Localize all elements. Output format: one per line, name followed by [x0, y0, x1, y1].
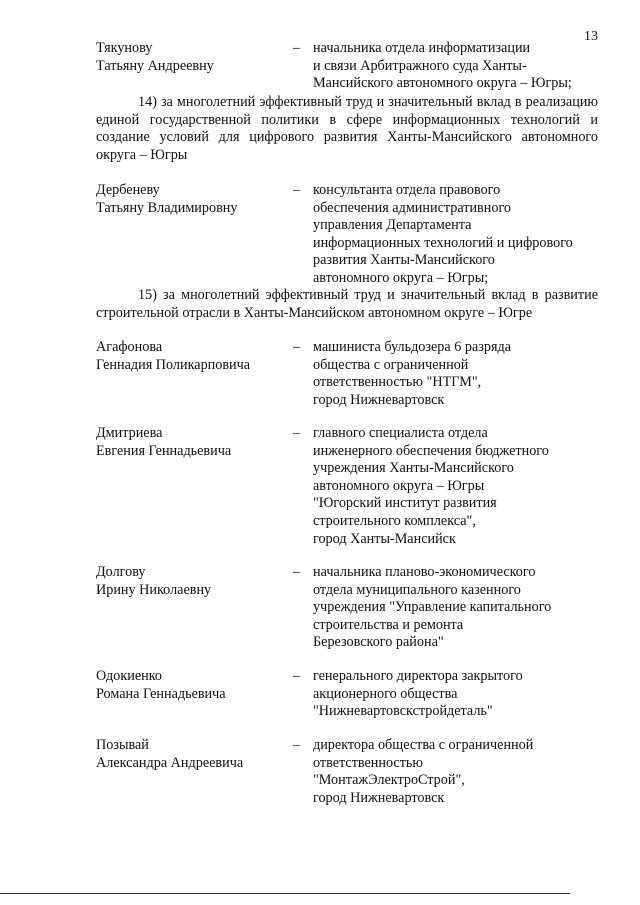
surname: Тякунову: [96, 40, 153, 56]
position-line: акционерного общества: [313, 685, 458, 702]
given-names: Евгения Геннадьевича: [96, 442, 232, 459]
position-line: и связи Арбитражного суда Ханты-: [313, 57, 527, 74]
section-paragraph: 14) за многолетний эффективный труд и значительный вклад в реализацию единой государственной политики в сфере информационных технологий и создание условий для цифрового развития Ханты-Мансийского автономного округа – Югры: [96, 94, 598, 163]
dash: –: [293, 737, 301, 753]
position-line: "Югорский институт развития: [313, 495, 497, 512]
position-line: обеспечения административного: [313, 199, 512, 216]
position: [313, 182, 608, 288]
dash: –: [293, 40, 301, 56]
position-line: автономного округа – Югры;: [313, 269, 489, 286]
position-line: город Ханты-Мансийск: [313, 530, 456, 547]
given-names: Татьяну Андреевну: [96, 57, 214, 74]
position-line: управления Департамента: [313, 217, 472, 234]
dash: –: [293, 182, 301, 198]
person-name: [96, 40, 286, 75]
dash: –: [293, 339, 301, 355]
position: [313, 668, 608, 721]
position-line: строительства и ремонта: [313, 616, 464, 633]
position-line: отдела муниципального казенного: [313, 581, 521, 598]
position-line: строительного комплекса",: [313, 512, 476, 529]
person-name: [96, 425, 286, 460]
position: [313, 40, 608, 93]
page-number: 13: [584, 29, 598, 44]
position-line: информационных технологий и цифрового: [313, 234, 573, 251]
position-line: учреждения Ханты-Мансийского: [313, 460, 514, 477]
footer-divider: [0, 893, 570, 894]
person-name: [96, 182, 286, 217]
position-line: инженерного обеспечения бюджетного: [313, 442, 549, 459]
position-line: машиниста бульдозера 6 разряда: [313, 339, 512, 355]
person-name: [96, 564, 286, 599]
surname: Позывай: [96, 737, 149, 753]
position-line: главного специалиста отдела: [313, 425, 488, 441]
position-line: город Нижневартовск: [313, 391, 445, 408]
position: [313, 737, 608, 807]
surname: Агафонова: [96, 339, 163, 355]
given-names: Ирину Николаевну: [96, 581, 212, 598]
position-line: Березовского района": [313, 634, 444, 651]
given-names: Романа Геннадьевича: [96, 685, 226, 702]
surname: Одокиенко: [96, 668, 163, 684]
position-line: директора общества с ограниченной: [313, 737, 534, 753]
position-line: Мансийского автономного округа – Югры;: [313, 75, 572, 92]
dash: –: [293, 668, 301, 684]
position-line: "МонтажЭлектроСтрой",: [313, 772, 465, 789]
dash: –: [293, 425, 301, 441]
position-line: консультанта отдела правового: [313, 182, 501, 198]
given-names: Александра Андреевича: [96, 754, 244, 771]
person-name: [96, 737, 286, 772]
position-line: ответственностью: [313, 754, 424, 771]
surname: Долгову: [96, 564, 146, 580]
given-names: Геннадия Поликарповича: [96, 356, 251, 373]
position: [313, 564, 608, 652]
position: [313, 425, 608, 548]
position-line: начальника планово-экономического: [313, 564, 536, 580]
position-line: город Нижневартовск: [313, 789, 445, 806]
dash: –: [293, 564, 301, 580]
section-paragraph: 15) за многолетний эффективный труд и значительный вклад в развитие строительной отрасли в Ханты-Мансийском автономном округе – Югре: [96, 287, 598, 321]
position-line: ответственностью "НТГМ",: [313, 374, 482, 391]
person-name: [96, 668, 286, 703]
position-line: начальника отдела информатизации: [313, 40, 531, 56]
position-line: учреждения "Управление капитального: [313, 599, 552, 616]
position-line: автономного округа – Югры: [313, 477, 485, 494]
position-line: генерального директора закрытого: [313, 668, 523, 684]
position-line: развития Ханты-Мансийского: [313, 252, 495, 269]
given-names: Татьяну Владимировну: [96, 199, 238, 216]
position-line: "Нижневартовскстройдеталь": [313, 703, 493, 720]
surname: Дмитриева: [96, 425, 163, 441]
position: [313, 339, 608, 409]
surname: Дербеневу: [96, 182, 160, 198]
position-line: общества с ограниченной: [313, 356, 469, 373]
person-name: [96, 339, 286, 374]
